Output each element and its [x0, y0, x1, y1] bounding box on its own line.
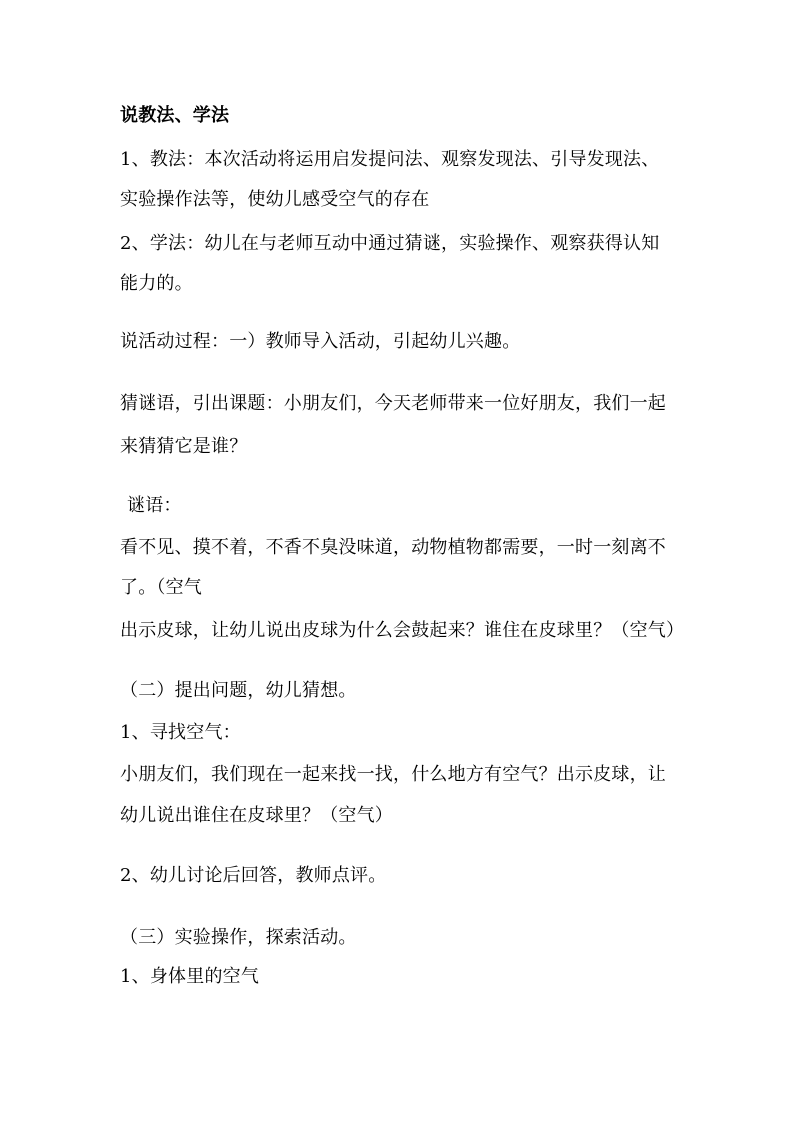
paragraph-line: 说活动过程：一）教师导入活动，引起幼儿兴趣。	[120, 331, 521, 352]
paragraph-line: 猜谜语，引出课题：小朋友们，今天老师带来一位好朋友，我们一起	[120, 393, 666, 414]
paragraph-line: 1、身体里的空气	[120, 966, 260, 987]
paragraph-line: 看不见、摸不着，不香不臭没味道，动物植物都需要，一时一刻离不	[120, 537, 666, 558]
paragraph-line: （三）实验操作，探索活动。	[120, 927, 357, 948]
paragraph-line: 出示皮球，让幼儿说出皮球为什么会鼓起来？谁住在皮球里？（空气）	[120, 620, 685, 641]
paragraph-line: 2、学法：幼儿在与老师互动中通过猜谜，实验操作、观察获得认知	[120, 233, 660, 254]
paragraph-line: （二）提出问题，幼儿猜想。	[120, 680, 357, 701]
paragraph-line: 1、寻找空气：	[120, 722, 241, 743]
paragraph-line: 能力的。	[120, 273, 193, 294]
paragraph-line: 来猜猜它是谁？	[120, 436, 248, 457]
paragraph-line: 幼儿说出谁住在皮球里？（空气）	[120, 805, 393, 826]
paragraph-line: 2、幼儿讨论后回答，教师点评。	[120, 865, 387, 886]
paragraph-line: 小朋友们，我们现在一起来找一找，什么地方有空气？出示皮球，让	[120, 764, 666, 785]
paragraph-line: 谜语：	[127, 495, 182, 516]
paragraph-line: 实验操作法等，使幼儿感受空气的存在	[120, 189, 430, 210]
section-heading: 说教法、学法	[120, 105, 230, 126]
paragraph-line: 1、教法：本次活动将运用启发提问法、观察发现法、引导发现法、	[120, 149, 660, 170]
paragraph-line: 了。（空气	[120, 577, 202, 598]
